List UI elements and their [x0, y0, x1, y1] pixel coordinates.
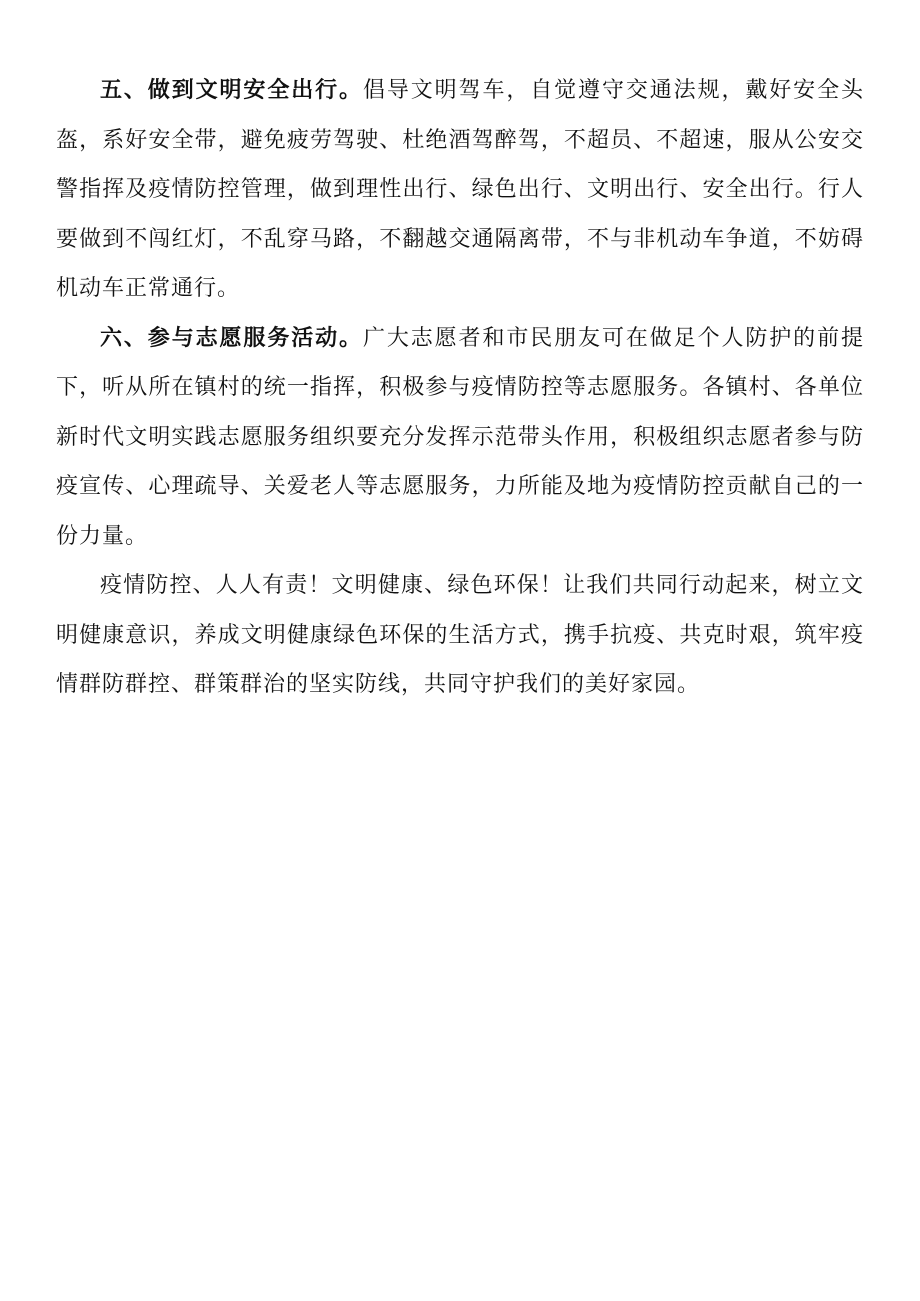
- paragraph-safe-travel: [56, 66, 864, 314]
- paragraph-heading: 五、做到文明安全出行。: [100, 77, 363, 103]
- paragraph-volunteer-service: [56, 314, 864, 562]
- paragraph-body: 倡导文明驾车，自觉遵守交通法规，戴好安全头盔，系好安全带，避免疲劳驾驶、杜绝酒驾醉驾，不超员、不超速，服从公安交警指挥及疫情防控管理，做到理性出行、绿色出行、文明出行、安全出行。行人要做到不闯红灯，不乱穿马路，不翻越交通隔离带，不与非机动车争道，不妨碍机动车正常通行。: [56, 78, 864, 301]
- paragraph-body: 疫情防控、人人有责！文明健康、绿色环保！让我们共同行动起来，树立文明健康意识，养成文明健康绿色环保的生活方式，携手抗疫、共克时艰，筑牢疫情群防群控、群策群治的坚实防线，共同守护我们的美好家园。: [56, 573, 864, 697]
- document-page: [56, 66, 864, 710]
- paragraph-heading: 六、参与志愿服务活动。: [100, 324, 363, 351]
- paragraph-closing: [56, 561, 864, 710]
- paragraph-body: 广大志愿者和市民朋友可在做足个人防护的前提下，听从所在镇村的统一指挥，积极参与疫情防控等志愿服务。各镇村、各单位新时代文明实践志愿服务组织要充分发挥示范带头作用，积极组织志愿者参与防疫宣传、心理疏导、关爱老人等志愿服务，力所能及地为疫情防控贡献自己的一份力量。: [56, 325, 864, 549]
